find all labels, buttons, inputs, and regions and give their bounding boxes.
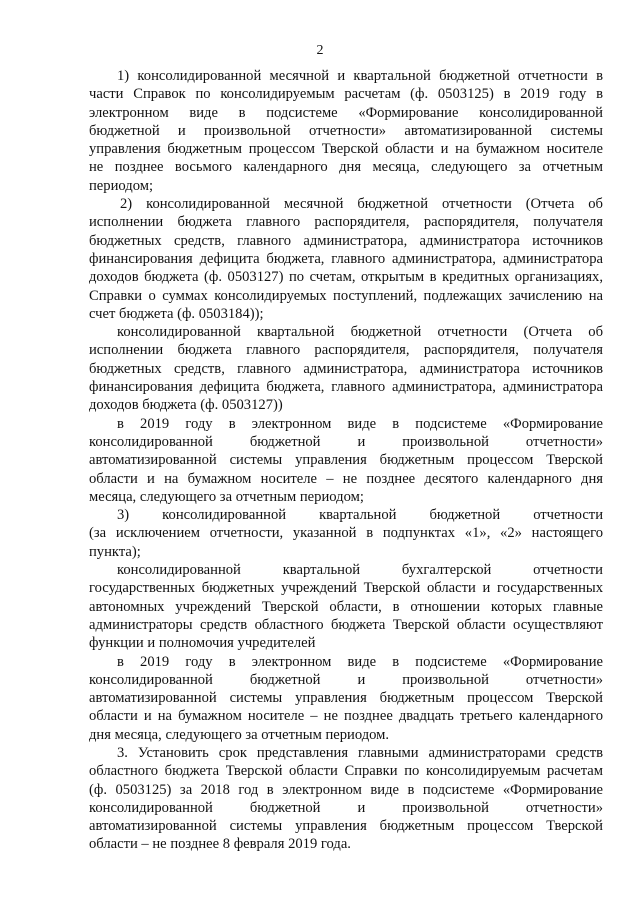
- text-line: дня месяца, следующего за отчетным периодом.: [89, 726, 390, 743]
- text-line: государственных бюджетных учреждений Тверской области и государственных: [89, 580, 603, 597]
- text-line: (за исключением отчетности, указанной в подпунктах «1», «2» настоящего: [89, 525, 603, 542]
- text-line: 1) консолидированной месячной и квартальной бюджетной отчетности в: [117, 68, 603, 84]
- text-line: области и на бумажном носителе – не позднее двадцать третьего календарного: [89, 708, 603, 725]
- text-line: автономных учреждений Тверской области, в отношении которых главные: [89, 598, 603, 615]
- text-line: месяца, следующего за отчетным периодом;: [89, 488, 364, 505]
- text-line: области и на бумажном носителе – не позднее десятого календарного дня: [89, 470, 603, 487]
- page-number: 2: [316, 43, 324, 58]
- text-line: электронном виде в подсистеме «Формирование консолидированной: [89, 104, 603, 121]
- text-line: пункта);: [89, 543, 141, 560]
- paragraph-7: [89, 653, 603, 744]
- text-line: в 2019 году в электронном виде в подсистеме «Формирование: [117, 653, 603, 670]
- text-line: автоматизированной системы управления бюджетным процессом Тверской: [89, 690, 603, 707]
- text-line: доходов бюджета (ф. 0503127)): [89, 397, 283, 414]
- text-line: в 2019 году в электронном виде в подсистеме «Формирование: [117, 415, 603, 432]
- text-line: автоматизированной системы управления бюджетным процессом Тверской: [89, 818, 603, 835]
- paragraph-5: [89, 506, 603, 561]
- paragraph-6: [89, 561, 603, 652]
- text-line: консолидированной бюджетной и произвольной отчетности»: [89, 433, 603, 450]
- document-body: [89, 67, 603, 854]
- text-line: консолидированной квартальной бюджетной отчетности (Отчета об: [117, 324, 603, 341]
- text-line: бюджетных средств, главного администратора, администратора источников: [89, 232, 603, 249]
- text-line: не позднее восьмого календарного дня месяца, следующего за отчетным: [89, 159, 603, 176]
- text-line: консолидированной бюджетной и произвольной отчетности»: [89, 671, 603, 688]
- text-line: автоматизированной системы управления бюджетным процессом Тверской: [89, 452, 603, 469]
- text-line: исполнении бюджета главного распорядителя, распорядителя, получателя: [89, 342, 603, 359]
- text-line: консолидированной квартальной бухгалтерской отчетности: [117, 562, 603, 579]
- text-line: 3) консолидированной квартальной бюджетной отчетности: [117, 507, 603, 524]
- text-line: администраторы средств областного бюджета Тверской области осуществляют: [89, 616, 603, 633]
- text-line: Справки о суммах консолидируемых поступлений, подлежащих зачислению на: [89, 287, 603, 304]
- text-line: области – не позднее 8 февраля 2019 года.: [89, 836, 351, 853]
- text-line: доходов бюджета (ф. 0503127) по счетам, открытым в кредитных организациях,: [89, 269, 603, 286]
- text-line: бюджетных средств, главного администратора, администратора источников: [89, 360, 603, 377]
- text-line: 2) консолидированной месячной бюджетной отчетности (Отчета об: [120, 196, 603, 213]
- text-line: 3. Установить срок представления главными администраторами средств: [117, 744, 603, 761]
- paragraph-4: [89, 415, 603, 506]
- text-line: счет бюджета (ф. 0503184));: [89, 305, 264, 322]
- text-line: периодом;: [89, 177, 154, 194]
- text-line: функции и полномочия учредителей: [89, 635, 316, 652]
- text-line: финансирования дефицита бюджета, главного администратора, администратора: [89, 250, 603, 267]
- paragraph-8: [89, 744, 603, 854]
- text-line: (ф. 0503125) за 2018 год в электронном виде в подсистеме «Формирование: [89, 781, 603, 798]
- paragraph-3: [89, 323, 603, 414]
- paragraph-1: [89, 67, 603, 195]
- text-line: консолидированной бюджетной и произвольной отчетности»: [89, 799, 603, 816]
- text-line: финансирования дефицита бюджета, главного администратора, администратора: [89, 379, 603, 396]
- text-line: исполнении бюджета главного распорядителя, распорядителя, получателя: [89, 214, 603, 231]
- text-line: областного бюджета Тверской области Справки по консолидируемым расчетам: [89, 763, 603, 780]
- text-line: бюджетной и произвольной отчетности» автоматизированной системы: [89, 122, 603, 139]
- text-line: управления бюджетным процессом Тверской области и на бумажном носителе: [89, 141, 603, 158]
- paragraph-2: [89, 195, 603, 323]
- text-line: части Справок по консолидируемым расчетам (ф. 0503125) в 2019 году в: [89, 86, 603, 103]
